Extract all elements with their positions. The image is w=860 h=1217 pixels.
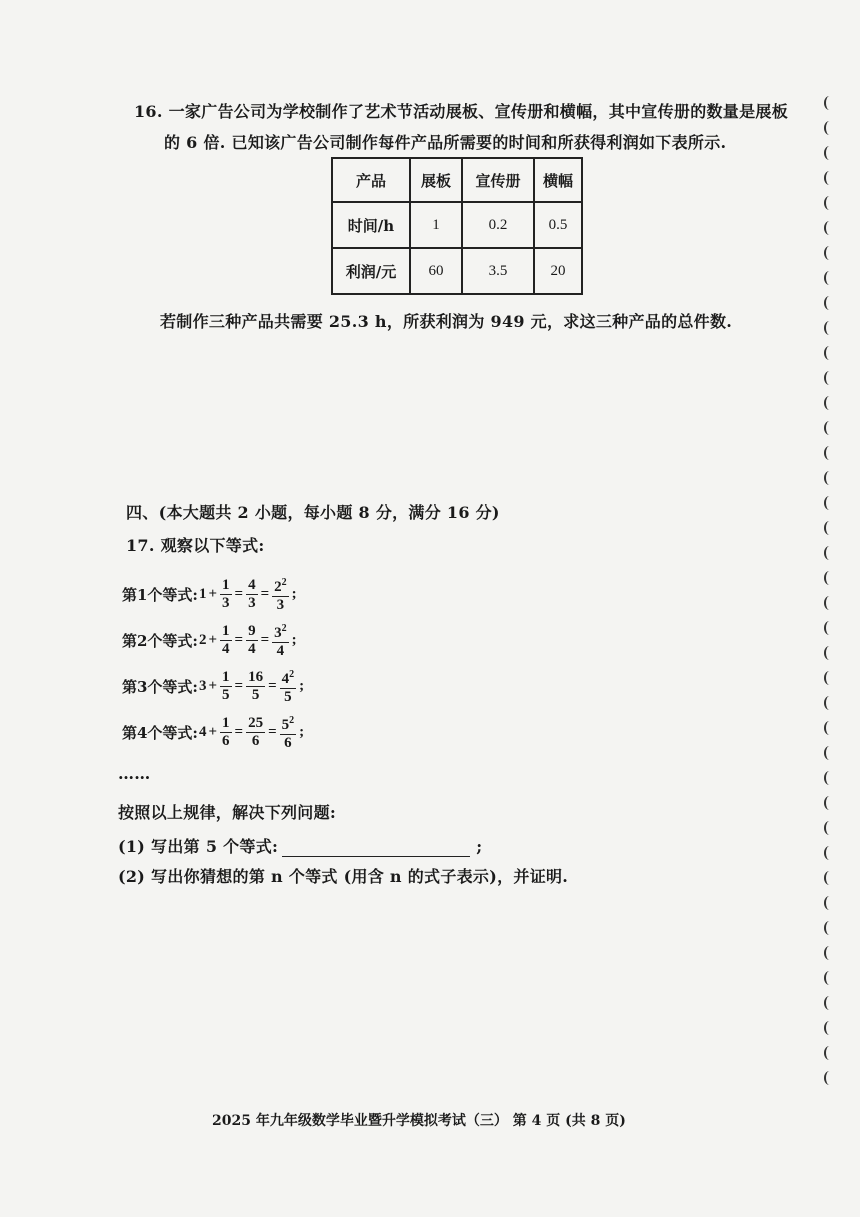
power-base: 2 [274, 579, 282, 595]
fraction [220, 669, 232, 704]
binding-hole [824, 371, 835, 385]
numerator [272, 620, 289, 643]
binding-hole [824, 96, 835, 110]
binding-hole [824, 796, 835, 810]
table-row [332, 248, 582, 294]
fraction [220, 577, 232, 612]
ellipsis: …… [118, 764, 151, 783]
binding-hole [824, 271, 835, 285]
semicolon: ; [299, 677, 305, 694]
equation-integer: 2 [198, 631, 207, 648]
equation-integer: 1 [198, 585, 207, 602]
table-cell: 60 [410, 248, 462, 294]
equals-sign: = [234, 585, 244, 602]
equation-integer: 4 [198, 723, 207, 740]
binding-hole [824, 146, 835, 160]
denominator: 4 [222, 640, 230, 657]
binding-hole [824, 546, 835, 560]
plus-sign: + [208, 631, 218, 648]
table-cell: 时间/h [332, 202, 410, 248]
section-heading: 四、(本大题共 2 小题，每小题 8 分，满分 16 分) [126, 503, 500, 522]
binding-hole [824, 246, 835, 260]
numerator: 25 [248, 714, 264, 731]
semicolon: ; [299, 723, 305, 740]
binding-hole [824, 971, 835, 985]
fraction [246, 623, 258, 658]
binding-hole [824, 321, 835, 335]
equals-sign: = [234, 631, 244, 648]
fraction [280, 666, 297, 706]
denominator: 5 [251, 686, 260, 703]
table-cell: 1 [410, 202, 462, 248]
fraction [272, 620, 289, 660]
q16-question: 若制作三种产品共需要 25.3 h，所获利润为 949 元，求这三种产品的总件数. [160, 312, 733, 331]
binding-hole [824, 571, 835, 585]
numerator: 4 [248, 576, 256, 593]
binding-hole [824, 821, 835, 835]
q16-line2: 的 6 倍. 已知该广告公司制作每件产品所需要的时间和所获得利润如下表所示. [164, 133, 727, 152]
binding-hole [824, 896, 835, 910]
fraction [272, 574, 289, 614]
exponent: 2 [281, 623, 287, 634]
table-cell: 0.5 [534, 202, 582, 248]
numerator: 1 [222, 622, 230, 639]
binding-hole [824, 921, 835, 935]
table-header-cell: 产品 [332, 158, 410, 202]
denominator: 6 [284, 735, 292, 751]
fraction [246, 577, 258, 612]
fraction [220, 715, 232, 750]
equals-sign: = [268, 723, 277, 740]
binding-hole [824, 346, 835, 360]
numerator [280, 666, 297, 689]
denominator: 6 [251, 732, 260, 749]
part1-line [118, 834, 482, 857]
semicolon: ; [291, 631, 297, 648]
equation-1 [122, 572, 298, 616]
power-base: 4 [281, 671, 290, 687]
power-base: 3 [274, 625, 282, 641]
binding-hole [824, 946, 835, 960]
binding-hole [824, 171, 835, 185]
numerator [280, 712, 297, 735]
table-row [332, 202, 582, 248]
semicolon: ; [291, 585, 297, 602]
binding-hole [824, 1021, 835, 1035]
binding-hole [824, 871, 835, 885]
binding-hole [824, 471, 835, 485]
equation-4 [122, 710, 305, 754]
binding-hole [824, 121, 835, 135]
rule-text: 按照以上规律，解决下列问题: [118, 803, 337, 822]
binding-hole [824, 396, 835, 410]
binding-hole [824, 696, 835, 710]
fraction [246, 669, 265, 704]
numerator: 1 [222, 714, 230, 731]
binding-hole [824, 1046, 835, 1060]
equation-label: 第3个等式: [122, 677, 198, 696]
fraction [280, 712, 297, 752]
denominator: 5 [284, 689, 292, 705]
power-base: 5 [281, 717, 290, 733]
q16-line1: 16. 一家广告公司为学校制作了艺术节活动展板、宣传册和横幅，其中宣传册的数量是展板 [134, 102, 789, 121]
denominator: 4 [248, 640, 256, 657]
table-cell: 3.5 [462, 248, 534, 294]
fraction [246, 715, 265, 750]
plus-sign: + [208, 585, 218, 602]
product-table [331, 157, 583, 295]
binding-hole [824, 996, 835, 1010]
binding-hole [824, 521, 835, 535]
equation-label: 第1个等式: [122, 585, 198, 604]
binding-hole [824, 196, 835, 210]
denominator: 6 [222, 732, 230, 749]
part2-prompt: (2) 写出你猜想的第 n 个等式 (用含 n 的式子表示)，并证明. [118, 867, 569, 886]
equals-sign: = [260, 585, 270, 602]
binding-hole [824, 1071, 835, 1085]
answer-blank [282, 840, 470, 857]
page-footer: 2025 年九年级数学毕业暨升学模拟考试（三） 第 4 页 (共 8 页) [212, 1113, 626, 1129]
binding-hole [824, 771, 835, 785]
part1-end: ; [476, 837, 483, 856]
denominator: 3 [276, 597, 285, 613]
binding-hole [824, 596, 835, 610]
binding-hole [824, 671, 835, 685]
binding-hole [824, 646, 835, 660]
equals-sign: = [234, 723, 244, 740]
binding-hole [824, 721, 835, 735]
binding-hole [824, 846, 835, 860]
exponent: 2 [289, 669, 295, 680]
exponent: 2 [289, 715, 295, 726]
denominator: 5 [222, 686, 230, 703]
equation-2 [122, 618, 298, 662]
table-header-cell: 展板 [410, 158, 462, 202]
table-cell: 0.2 [462, 202, 534, 248]
table-header-row [332, 158, 582, 202]
table-cell: 20 [534, 248, 582, 294]
equation-integer: 3 [198, 677, 207, 694]
equation-label: 第4个等式: [122, 723, 198, 742]
part1-prompt: (1) 写出第 5 个等式: [118, 837, 279, 856]
q17-intro: 17. 观察以下等式: [126, 536, 265, 555]
equals-sign: = [234, 677, 244, 694]
numerator: 9 [248, 622, 256, 639]
binding-hole [824, 421, 835, 435]
equation-3 [122, 664, 305, 708]
denominator: 3 [222, 594, 230, 611]
denominator: 3 [248, 594, 256, 611]
binding-hole [824, 746, 835, 760]
table-header-cell: 宣传册 [462, 158, 534, 202]
binding-hole [824, 496, 835, 510]
binding-hole [824, 621, 835, 635]
denominator: 4 [276, 643, 285, 659]
equals-sign: = [260, 631, 270, 648]
plus-sign: + [208, 723, 218, 740]
numerator: 1 [222, 668, 230, 685]
fraction [220, 623, 232, 658]
equals-sign: = [268, 677, 277, 694]
binding-hole [824, 296, 835, 310]
table-cell: 利润/元 [332, 248, 410, 294]
numerator: 16 [248, 668, 264, 685]
binding-hole [824, 221, 835, 235]
plus-sign: + [208, 677, 218, 694]
table-header-cell: 横幅 [534, 158, 582, 202]
numerator [272, 574, 289, 597]
equation-label: 第2个等式: [122, 631, 198, 650]
exponent: 2 [281, 577, 287, 588]
binding-hole [824, 446, 835, 460]
numerator: 1 [222, 576, 230, 593]
